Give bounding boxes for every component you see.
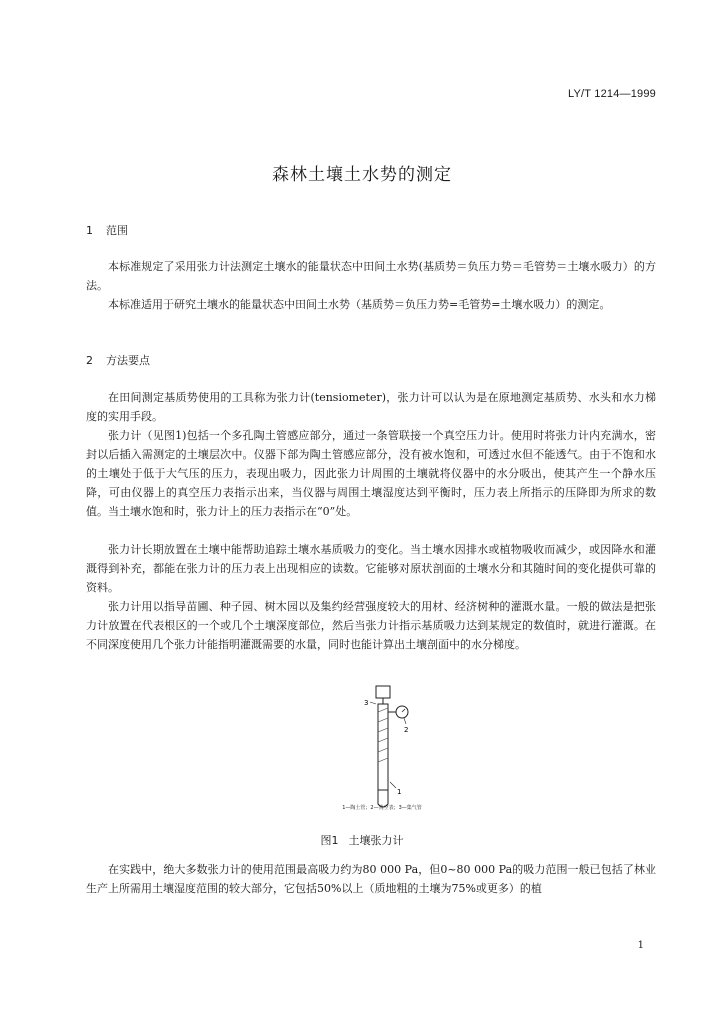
page-number: 1 [637, 940, 644, 951]
figure-label-1: 1 [397, 788, 402, 796]
method-paragraph-1: 在田间测定基质势使用的工具称为张力计(tensiometer)，张力计可以认为是在原地测定基质势、水头和水力梯度的实用手段。 [86, 391, 656, 423]
section-title: 范围 [106, 224, 128, 237]
section-heading-method [86, 352, 150, 368]
closing-paragraph: 在实践中，绝大多数张力计的使用范围最高吸力约为80 000 Pa，但0~80 000 Pa的吸力范围一般已包括了林业生产上所需用土壤湿度范围的较大部分，它包括50%以上（质地粗的土壤为75%或更多）的植 [86, 863, 656, 895]
document-title: 森林土壤土水势的测定 [272, 165, 452, 185]
section-number: 2 [86, 354, 93, 367]
method-paragraph-2: 张力计（见图1)包括一个多孔陶土管感应部分，通过一条管联接一个真空压力计。使用时将张力计内充满水，密封以后插入需测定的土壤层次中。仪器下部为陶土管感应部分，没有被水饱和，可透过水但不能透气。由于不饱和水的土壤处于低于大气压的压力，表现出吸力，因此张力计周围的土壤就将仪器中的水分吸出，使其产生一个静水压降，可由仪器上的真空压力表指示出来，当仪器与周围土壤湿度达到平衡时，压力表上所指示的压降即为所求的数值。当土壤水饱和时，张力计上的压力表指示在“0”处。 [86, 429, 656, 518]
figure-title: 土壤张力计 [348, 834, 404, 847]
tensiometer-diagram [326, 682, 438, 812]
scope-paragraph-2: 本标准适用于研究土壤水的能量状态中田间土水势（基质势＝负压力势=毛管势=土壤水吸力）的测定。 [108, 298, 611, 311]
section-heading-scope [86, 222, 128, 238]
standard-code: LY/T 1214—1999 [567, 88, 656, 100]
tensiometer-figure [326, 682, 438, 812]
method-paragraph-3: 张力计长期放置在土壤中能帮助追踪土壤水基质吸力的变化。当土壤水因排水或植物吸收而减少，或因降水和灌溉得到补充，都能在张力计的压力表上出现相应的读数。它能够对原状剖面的土壤水分和其随时间的变化提供可靠的资料。 [86, 543, 656, 594]
figure-label-3: 3 [364, 699, 369, 707]
figure-caption [0, 832, 724, 848]
figure-number: 图1 [320, 834, 339, 847]
section-number: 1 [86, 224, 93, 237]
section-title: 方法要点 [106, 354, 150, 367]
figure-label-2: 2 [404, 726, 409, 734]
scope-paragraph-1: 本标准规定了采用张力计法测定土壤水的能量状态中田间土水势(基质势＝负压力势＝毛管势＝土壤水吸力）的方法。 [86, 260, 656, 292]
figure-legend: 1—陶土管；2—真空表；3—集气管 [342, 805, 422, 811]
method-paragraph-4: 张力计用以指导苗圃、种子园、树木园以及集约经营强度较大的用材、经济树种的灌溉水量。一般的做法是把张力计放置在代表根区的一个或几个土壤深度部位，然后当张力计指示基质吸力达到某规定的数值时，就进行灌溉。在不同深度使用几个张力计能指明灌溉需要的水量，同时也能计算出土壤剖面中的水分梯度。 [86, 600, 656, 651]
